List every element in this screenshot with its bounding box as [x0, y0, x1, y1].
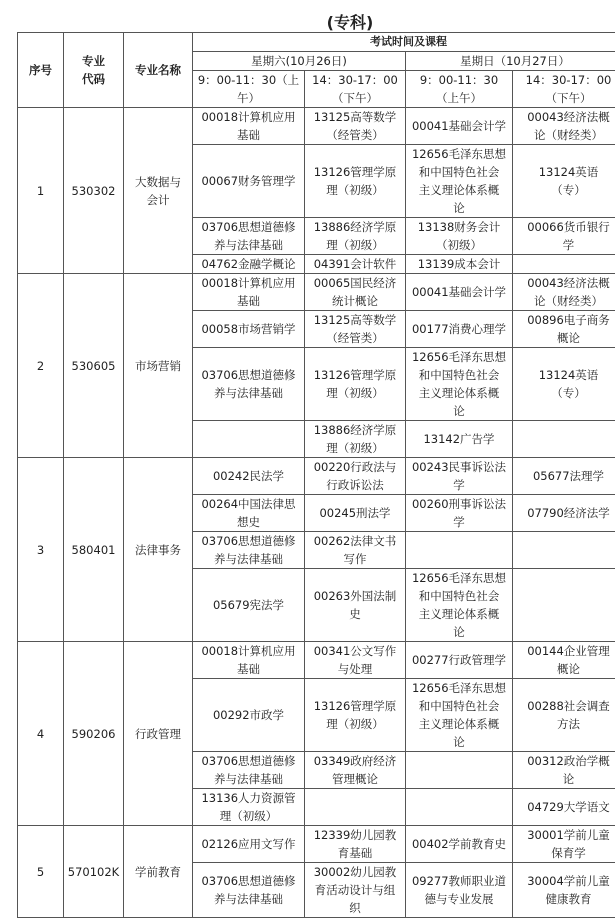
course-cell: 30004学前儿童 健康教育 [513, 863, 615, 918]
table-row [18, 826, 615, 863]
major-code: 530605 [64, 274, 124, 458]
course-cell: 12656毛泽东思想 和中国特色社会 主义理论体系概 论 [406, 145, 513, 218]
course-cell [193, 421, 305, 458]
header-saturday: 星期六(10月26日) [193, 52, 406, 71]
course-cell [513, 421, 615, 458]
course-cell: 00041基础会计学 [406, 108, 513, 145]
header-sunday: 星期日（10月27日） [406, 52, 615, 71]
course-cell [513, 255, 615, 274]
course-cell: 00220行政法与 行政诉讼法 [305, 458, 406, 495]
course-cell: 03706思想道德修 养与法律基础 [193, 863, 305, 918]
major-code: 530302 [64, 108, 124, 274]
course-cell: 00341公文写作 与处理 [305, 642, 406, 679]
major-code: 590206 [64, 642, 124, 826]
course-cell: 07790经济法学 [513, 495, 615, 532]
major-seq: 4 [18, 642, 64, 826]
header-sun-morning: 9：00-11：30 （上午） [406, 71, 513, 108]
course-cell: 00262法律文书 写作 [305, 532, 406, 569]
header-code: 专业 代码 [64, 33, 124, 108]
course-cell: 00242民法学 [193, 458, 305, 495]
major-name: 法律事务 [124, 458, 193, 642]
course-cell: 13126管理学原 理（初级） [305, 679, 406, 752]
course-cell: 13138财务会计 （初级） [406, 218, 513, 255]
course-cell: 02126应用文写作 [193, 826, 305, 863]
major-code: 570102K [64, 826, 124, 918]
major-name: 大数据与 会计 [124, 108, 193, 274]
course-cell: 05679宪法学 [193, 569, 305, 642]
course-cell: 00402学前教育史 [406, 826, 513, 863]
table-row [18, 642, 615, 679]
exam-schedule-table [17, 32, 615, 918]
course-cell [513, 569, 615, 642]
course-cell: 00018计算机应用 基础 [193, 108, 305, 145]
major-name: 行政管理 [124, 642, 193, 826]
major-seq: 2 [18, 274, 64, 458]
major-code: 580401 [64, 458, 124, 642]
course-cell: 13126管理学原 理（初级） [305, 348, 406, 421]
course-cell: 00245刑法学 [305, 495, 406, 532]
course-cell [406, 532, 513, 569]
course-cell: 00292市政学 [193, 679, 305, 752]
course-cell: 13136人力资源管 理（初级） [193, 789, 305, 826]
header-name: 专业名称 [124, 33, 193, 108]
course-cell [305, 789, 406, 826]
header-sat-morning: 9：00-11：30（上 午） [193, 71, 305, 108]
header-sat-afternoon: 14：30-17：00 （下午） [305, 71, 406, 108]
course-cell: 00058市场营销学 [193, 311, 305, 348]
course-cell: 13139成本会计 [406, 255, 513, 274]
course-cell: 03706思想道德修 养与法律基础 [193, 348, 305, 421]
course-cell: 12656毛泽东思想 和中国特色社会 主义理论体系概 论 [406, 569, 513, 642]
header-sun-afternoon: 14：30-17：00 （下午） [513, 71, 615, 108]
course-cell: 00043经济法概 论（财经类） [513, 108, 615, 145]
course-cell: 00312政治学概 论 [513, 752, 615, 789]
course-cell: 13126管理学原 理（初级） [305, 145, 406, 218]
course-cell: 00277行政管理学 [406, 642, 513, 679]
table-row [18, 458, 615, 495]
page-title: (专科) [0, 10, 615, 33]
major-name: 学前教育 [124, 826, 193, 918]
course-cell: 00260刑事诉讼法 学 [406, 495, 513, 532]
header-seq: 序号 [18, 33, 64, 108]
course-cell: 00067财务管理学 [193, 145, 305, 218]
course-cell: 13125高等数学 （经管类） [305, 108, 406, 145]
course-cell: 00243民事诉讼法 学 [406, 458, 513, 495]
course-cell: 04391会计软件 [305, 255, 406, 274]
course-cell: 12656毛泽东思想 和中国特色社会 主义理论体系概 论 [406, 348, 513, 421]
course-cell: 00018计算机应用 基础 [193, 642, 305, 679]
course-cell: 13125高等数学 （经管类） [305, 311, 406, 348]
course-cell: 05677法理学 [513, 458, 615, 495]
course-cell: 00896电子商务 概论 [513, 311, 615, 348]
table-row [18, 274, 615, 311]
course-cell: 03706思想道德修 养与法律基础 [193, 532, 305, 569]
course-cell: 13124英语 （专） [513, 348, 615, 421]
course-cell: 00018计算机应用 基础 [193, 274, 305, 311]
major-seq: 1 [18, 108, 64, 274]
course-cell: 00144企业管理 概论 [513, 642, 615, 679]
course-cell: 13886经济学原 理（初级） [305, 421, 406, 458]
course-cell: 00263外国法制 史 [305, 569, 406, 642]
major-seq: 3 [18, 458, 64, 642]
course-cell: 13142广告学 [406, 421, 513, 458]
course-cell: 13886经济学原 理（初级） [305, 218, 406, 255]
course-cell: 00043经济法概 论（财经类） [513, 274, 615, 311]
course-cell: 00264中国法律思 想史 [193, 495, 305, 532]
table-row [18, 108, 615, 145]
course-cell: 13124英语 （专） [513, 145, 615, 218]
course-cell: 03706思想道德修 养与法律基础 [193, 218, 305, 255]
course-cell: 04762金融学概论 [193, 255, 305, 274]
course-cell [406, 789, 513, 826]
course-cell [513, 532, 615, 569]
course-cell: 12339幼儿园教 育基础 [305, 826, 406, 863]
course-cell: 03706思想道德修 养与法律基础 [193, 752, 305, 789]
course-cell: 00065国民经济 统计概论 [305, 274, 406, 311]
course-cell: 00288社会调查 方法 [513, 679, 615, 752]
course-cell: 30002幼儿园教 育活动设计与组 织 [305, 863, 406, 918]
major-seq: 5 [18, 826, 64, 918]
header-exam-time: 考试时间及课程 [193, 33, 615, 52]
major-name: 市场营销 [124, 274, 193, 458]
course-cell: 03349政府经济 管理概论 [305, 752, 406, 789]
course-cell: 00177消费心理学 [406, 311, 513, 348]
course-cell: 04729大学语文 [513, 789, 615, 826]
course-cell: 00041基础会计学 [406, 274, 513, 311]
course-cell: 30001学前儿童 保育学 [513, 826, 615, 863]
course-cell: 12656毛泽东思想 和中国特色社会 主义理论体系概 论 [406, 679, 513, 752]
course-cell: 09277教师职业道 德与专业发展 [406, 863, 513, 918]
course-cell: 00066货币银行 学 [513, 218, 615, 255]
course-cell [406, 752, 513, 789]
